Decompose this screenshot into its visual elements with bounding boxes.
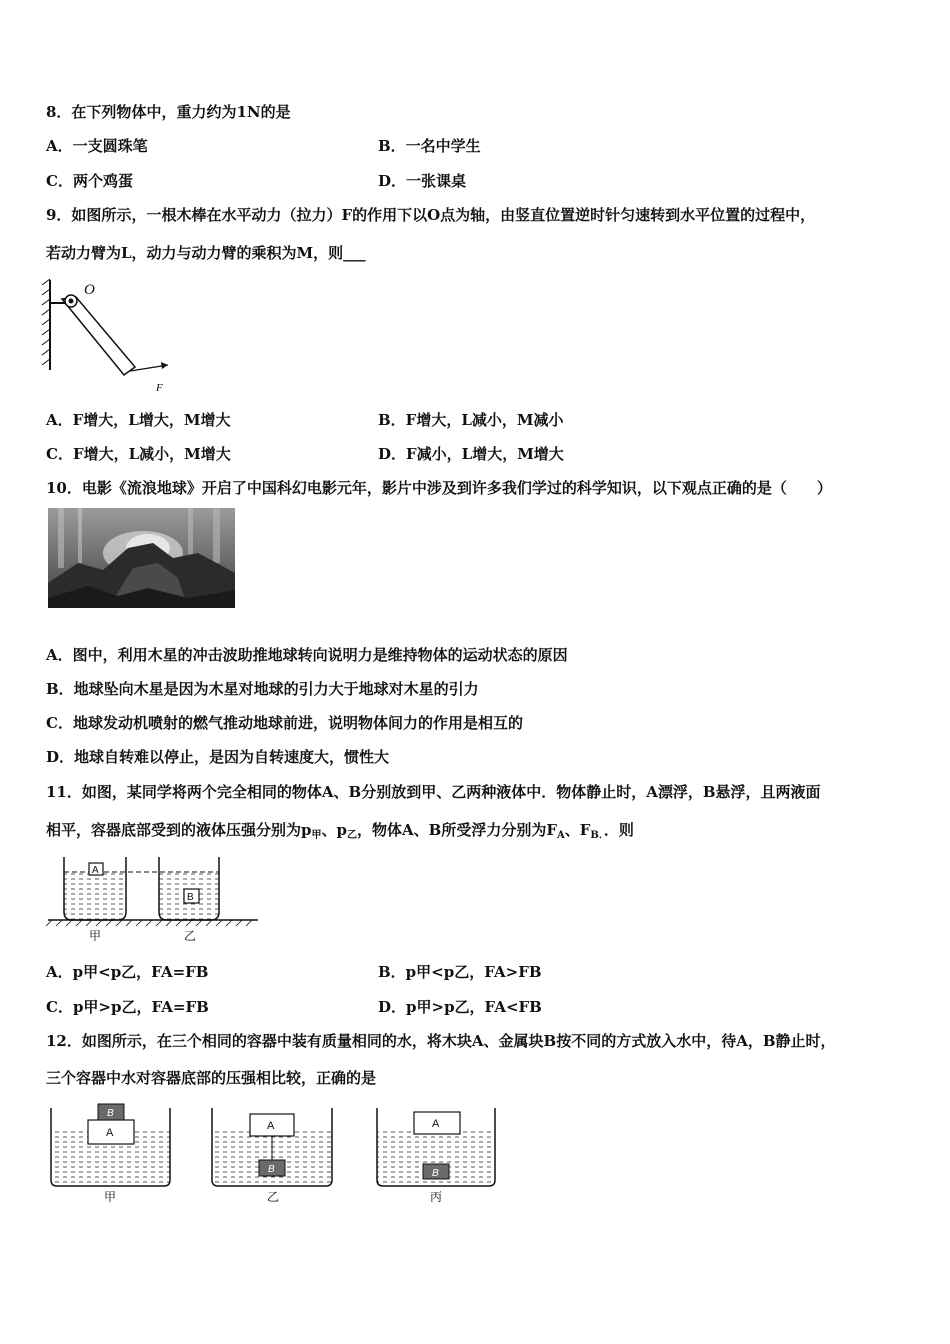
q9-label-f: F [156,382,163,394]
q8-option-d: D．一张课桌 [378,172,467,190]
q12-fig1-b: B [107,1108,114,1119]
q12-fig-label-bing: 丙 [430,1190,443,1204]
q10-option-a: A．图中，利用木星的冲击波助推地球转向说明力是维持物体的运动状态的原因 [46,646,568,664]
q8-option-a: A．一支圆珠笔 [46,137,148,155]
q12-containers-figure [46,1100,506,1210]
q12-fig3-b: B [432,1168,439,1179]
q9-option-d: D．F减小，L增大，M增大 [378,445,564,463]
q9-option-b: B．F增大，L减小，M减小 [378,411,564,429]
q11-fig-b: B [187,892,194,903]
q11-option-d: D．p甲>p乙，FA<FB [378,998,542,1016]
q8-option-c: C．两个鸡蛋 [46,172,133,190]
q10-movie-still-image [48,508,235,608]
q10-option-d: D．地球自转难以停止，是因为自转速度大，惯性大 [46,748,390,766]
q11-fig-label-jia: 甲 [89,929,102,943]
q12-fig1-a: A [106,1127,114,1139]
q11-stem-line2: 相平，容器底部受到的液体压强分别为$p_甲$、$p_乙$，物体A、B所受浮力分别为$F_A$、$F_{B.}$．则 [46,821,634,841]
q9-option-a: A．F增大，L增大，M增大 [46,411,231,429]
q9-stem-line2: 若动力臂为L，动力与动力臂的乘积为M，则___ [46,244,366,262]
q8-option-b: B．一名中学生 [378,137,481,155]
q10-option-c: C．地球发动机喷射的燃气推动地球前进，说明物体间力的作用是相互的 [46,714,523,732]
q12-fig-label-yi: 乙 [267,1190,280,1204]
q9-label-o: O [84,282,95,298]
q12-fig3-a: A [432,1118,440,1130]
q9-lever-figure [40,275,180,400]
q8-stem: 8．在下列物体中，重力约为1N的是 [46,103,291,121]
q9-option-c: C．F增大，L减小，M增大 [46,445,231,463]
q12-fig-label-jia: 甲 [104,1190,117,1204]
q11-option-a: A．p甲<p乙，FA=FB [46,963,209,981]
q9-stem-line1: 9．如图所示，一根木棒在水平动力（拉力）F的作用下以O点为轴，由竖直位置逆时针匀速转到水平位置的过程中， [46,206,816,224]
q12-fig2-a: A [267,1120,275,1132]
q11-option-b: B．p甲<p乙，FA>FB [378,963,542,981]
q11-containers-figure [46,852,261,947]
q11-stem-line1: 11．如图，某同学将两个完全相同的物体A、B分别放到甲、乙两种液体中．物体静止时，A漂浮，B悬浮，且两液面 [46,783,821,801]
q11-option-c: C．p甲>p乙，FA=FB [46,998,209,1016]
q11-fig-a: A [92,865,99,876]
q10-option-b: B．地球坠向木星是因为木星对地球的引力大于地球对木星的引力 [46,680,479,698]
q12-fig2-b: B [268,1164,275,1175]
q11-fig-label-yi: 乙 [184,929,197,943]
q12-stem-line2: 三个容器中水对容器底部的压强相比较，正确的是 [46,1069,377,1087]
q12-stem-line1: 12．如图所示，在三个相同的容器中装有质量相同的水，将木块A、金属块B按不同的方式放入水中，待A，B静止时， [46,1032,836,1050]
q10-stem: 10．电影《流浪地球》开启了中国科幻电影元年，影片中涉及到许多我们学过的科学知识，以下观点正确的是（ ） [46,479,832,497]
